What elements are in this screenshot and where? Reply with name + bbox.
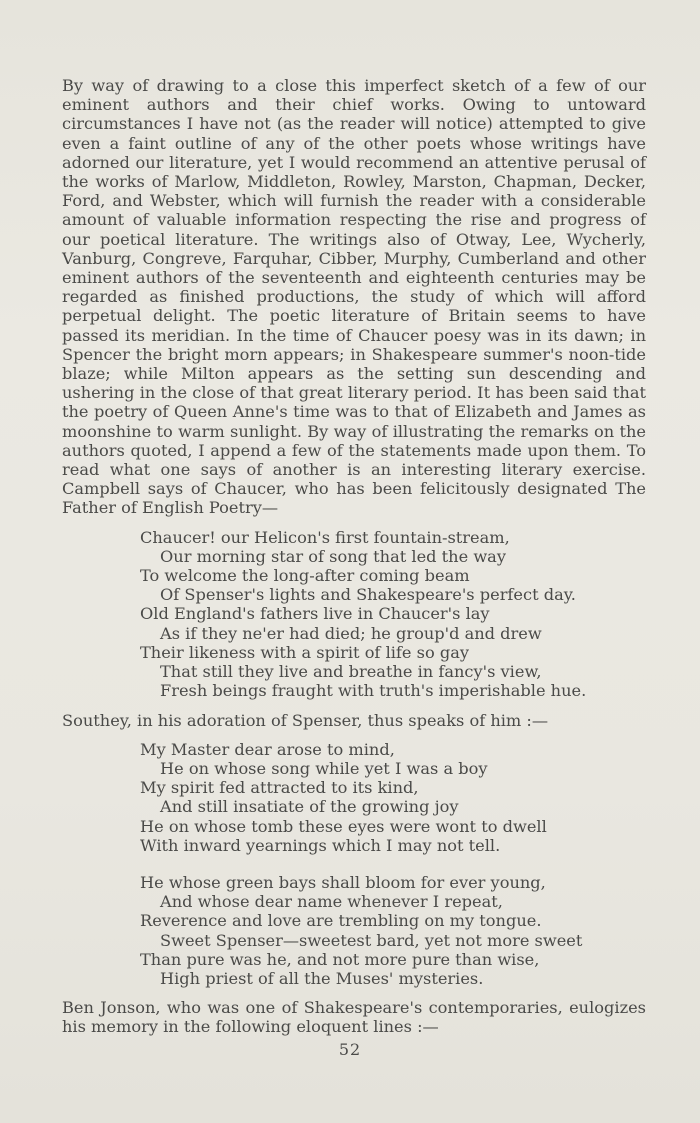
poem-line: And whose dear name whenever I repeat, xyxy=(160,892,503,912)
poem-line: Our morning star of song that led the way xyxy=(160,546,506,566)
poem-line: He on whose song while yet I was a boy xyxy=(160,758,488,778)
jonson-intro: Ben Jonson, who was one of Shakespeare's contemporaries, eulogizes his memory in the following eloquent lines :— xyxy=(62,998,646,1037)
poem-line: High priest of all the Muses' mysteries. xyxy=(160,968,484,988)
poem-line: With inward yearnings which I may not tell. xyxy=(140,835,501,855)
poem-line: Old England's fathers live in Chaucer's lay xyxy=(140,604,490,624)
campbell-quote xyxy=(140,528,646,701)
poem-line: Than pure was he, and not more pure than wise, xyxy=(140,949,540,969)
poem-line: And still insatiate of the growing joy xyxy=(160,797,459,817)
intro-paragraph: By way of drawing to a close this imperfect sketch of a few of our eminent authors and their chief works. Owing to untoward circumstances I have not (as the reader will notice) attempted to give even a faint outline of any of the other poets whose writings have adorned our literature, yet I would recommend an attentive perusal of the works of Marlow, Middleton, Rowley, Marston, Chapman, Decker, Ford, and Webster, which will furnish the reader with a considerable amount of valuable information respecting the rise and progress of our poetical literature. The writings also of Otway, Lee, Wycherly, Vanburg, Congreve, Farquhar, Cibber, Murphy, Cumberland and other eminent authors of the seventeenth and eighteenth centuries may be regarded as finished productions, the study of which will afford perpetual delight. The poetic literature of Britain seems to have passed its meridian. In the time of Chaucer poesy was in its dawn; in Spencer the bright morn appears; in Shakespeare summer's noon-tide blaze; while Milton appears as the setting sun descending and ushering in the close of that great literary period. It has been said that the poetry of Queen Anne's time was to that of Elizabeth and James as moonshine to warm sunlight. By way of illustrating the remarks on the authors quoted, I append a few of the statements made upon them. To read what one says of another is an interesting literary exercise. Campbell says of Chaucer, who has been felicitously designated The Father of English Poetry— xyxy=(62,76,646,518)
poem-line: Chaucer! our Helicon's first fountain-stream, xyxy=(140,527,510,547)
stanza xyxy=(140,873,646,988)
poem-line: He whose green bays shall bloom for ever young, xyxy=(140,872,546,892)
poem-line: Their likeness with a spirit of life so gay xyxy=(140,642,469,662)
poem-line: Fresh beings fraught with truth's imperishable hue. xyxy=(160,681,587,701)
stanza xyxy=(140,740,646,855)
poem-line: That still they live and breathe in fancy's view, xyxy=(160,662,542,682)
poem-line: Of Spenser's lights and Shakespeare's perfect day. xyxy=(160,585,576,605)
poem-line: As if they ne'er had died; he group'd and drew xyxy=(160,623,542,643)
poem-line: My spirit fed attracted to its kind, xyxy=(140,778,419,798)
page-number: 52 xyxy=(338,1040,362,1059)
southey-quote xyxy=(140,740,646,988)
southey-intro: Southey, in his adoration of Spenser, thus speaks of him :— xyxy=(62,710,549,730)
page-body xyxy=(62,76,646,1037)
poem-line: Sweet Spenser—sweetest bard, yet not more sweet xyxy=(160,930,583,950)
poem-line: Reverence and love are trembling on my tongue. xyxy=(140,911,542,931)
stanza xyxy=(140,528,646,701)
poem-line: To welcome the long-after coming beam xyxy=(140,566,470,586)
poem-line: My Master dear arose to mind, xyxy=(140,739,395,759)
poem-line: He on whose tomb these eyes were wont to dwell xyxy=(140,816,547,836)
